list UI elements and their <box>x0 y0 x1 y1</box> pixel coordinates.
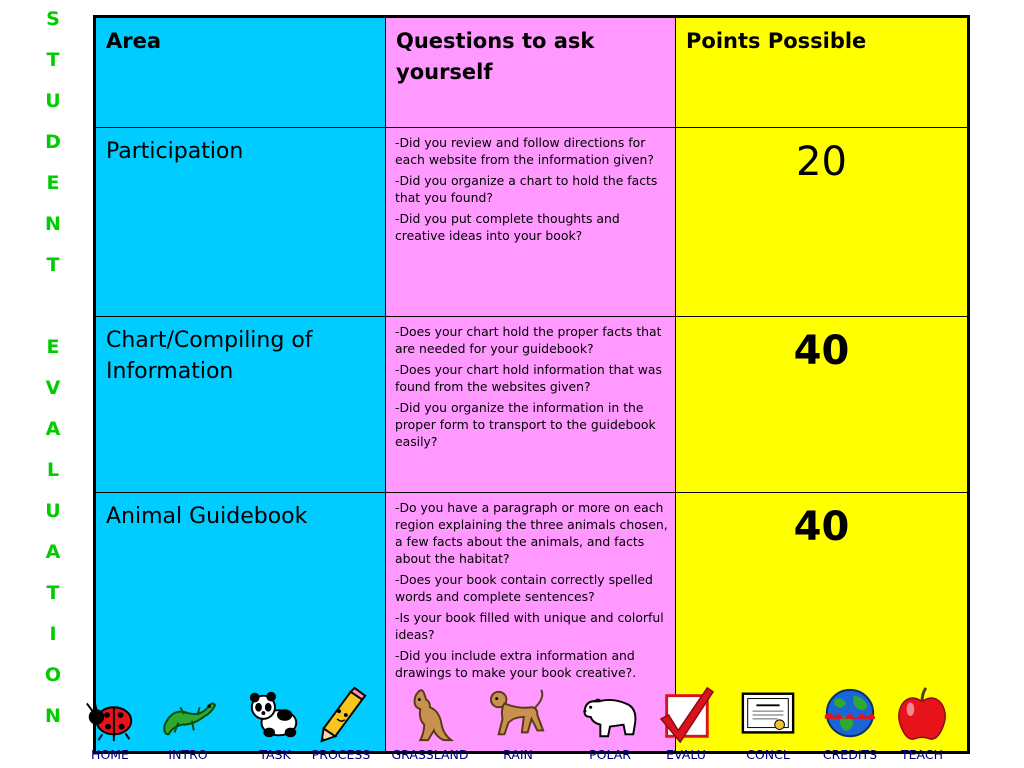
side-letter: L <box>46 459 60 481</box>
nav-label: RAIN <box>503 747 533 762</box>
nav-label: POLAR <box>589 747 631 762</box>
bottom-nav-bar <box>80 680 960 768</box>
kangaroo-icon <box>401 686 459 744</box>
question-item: -Does your chart hold the proper facts that are needed for your guidebook? <box>395 324 662 356</box>
question-item: -Does your chart hold information that was found from the websites given? <box>395 362 662 394</box>
side-letter: A <box>45 541 61 563</box>
nav-label: CONCL <box>746 747 790 762</box>
points-value: 20 <box>796 139 847 185</box>
question-item: -Does your book contain correctly spelled words and complete sentences? <box>395 572 653 604</box>
side-letter-gap <box>40 295 66 336</box>
nav-polar[interactable] <box>572 680 648 768</box>
side-letter: T <box>46 254 60 276</box>
question-item: -Did you include extra information and drawings to make your book creative?. <box>395 648 637 680</box>
polar-bear-icon <box>581 686 639 744</box>
nav-label: EVALU <box>666 747 706 762</box>
nav-label: PROCESS <box>311 747 371 762</box>
side-letter: D <box>45 131 61 153</box>
side-letter: A <box>45 418 61 440</box>
side-letter: N <box>45 705 61 727</box>
question-item: -Did you review and follow directions for each website from the information given? <box>395 135 654 167</box>
side-letter: O <box>44 664 62 686</box>
monkey-icon <box>489 686 547 744</box>
points-cell <box>676 317 969 493</box>
panda-icon <box>246 686 304 744</box>
nav-grassland[interactable] <box>385 680 475 768</box>
question-item: -Did you organize the information in the proper form to transport to the guidebook easily? <box>395 400 656 449</box>
side-letter: E <box>46 172 60 194</box>
nav-rain[interactable] <box>485 680 551 768</box>
question-item: -Did you organize a chart to hold the facts that you found? <box>395 173 658 205</box>
diploma-icon <box>739 686 797 744</box>
area-name: Participation <box>106 139 244 164</box>
area-name: Animal Guidebook <box>106 504 308 529</box>
side-letter: S <box>46 8 60 30</box>
nav-label: TASK <box>259 747 291 762</box>
header-questions: Questions to ask yourself <box>396 29 595 84</box>
pencil-icon <box>312 686 370 744</box>
nav-label: TEACH <box>901 747 943 762</box>
table-row <box>95 317 969 493</box>
questions-cell <box>386 128 676 317</box>
header-points-cell <box>676 17 969 128</box>
points-value: 40 <box>793 504 850 550</box>
nav-evalu[interactable] <box>656 680 716 768</box>
globe-icon <box>821 686 879 744</box>
side-letter: U <box>45 90 61 112</box>
area-cell <box>95 128 386 317</box>
nav-label: HOME <box>91 747 129 762</box>
question-list <box>386 128 675 244</box>
question-list <box>386 317 675 450</box>
nav-intro[interactable] <box>155 680 221 768</box>
area-cell <box>95 317 386 493</box>
side-letter: N <box>45 213 61 235</box>
student-evaluation-vertical-title <box>40 8 66 746</box>
side-letter: I <box>49 623 57 645</box>
lizard-icon <box>159 686 217 744</box>
side-letter: V <box>45 377 61 399</box>
evaluation-rubric-table <box>93 15 970 754</box>
header-area-cell <box>95 17 386 128</box>
side-letter: T <box>46 582 60 604</box>
nav-task[interactable] <box>245 680 305 768</box>
header-points: Points Possible <box>686 29 867 53</box>
side-letter: U <box>45 500 61 522</box>
nav-label: CREDITS <box>822 747 878 762</box>
points-cell <box>676 128 969 317</box>
question-item: -Do you have a paragraph or more on each region explaining the three animals chosen, a few facts about the animals, and facts about the habitat? <box>395 500 668 566</box>
points-value: 40 <box>793 328 850 374</box>
header-area: Area <box>106 29 162 53</box>
nav-home[interactable] <box>80 680 140 768</box>
question-item: -Is your book filled with unique and colorful ideas? <box>395 610 664 642</box>
questions-cell <box>386 317 676 493</box>
side-letter: T <box>46 49 60 71</box>
nav-teach[interactable] <box>892 680 952 768</box>
nav-label: GRASSLAND <box>391 747 469 762</box>
nav-process[interactable] <box>308 680 374 768</box>
header-questions-cell <box>386 17 676 128</box>
table-row <box>95 128 969 317</box>
apple-icon <box>893 686 951 744</box>
ladybug-icon <box>81 686 139 744</box>
nav-concl[interactable] <box>735 680 801 768</box>
question-list <box>386 493 675 681</box>
table-header-row <box>95 17 969 128</box>
checkmark-icon <box>657 686 715 744</box>
nav-credits[interactable] <box>810 680 890 768</box>
question-item: -Did you put complete thoughts and creative ideas into your book? <box>395 211 620 243</box>
nav-label: INTRO <box>168 747 208 762</box>
area-name: Chart/Compiling of Information <box>106 328 313 384</box>
side-letter: E <box>46 336 60 358</box>
